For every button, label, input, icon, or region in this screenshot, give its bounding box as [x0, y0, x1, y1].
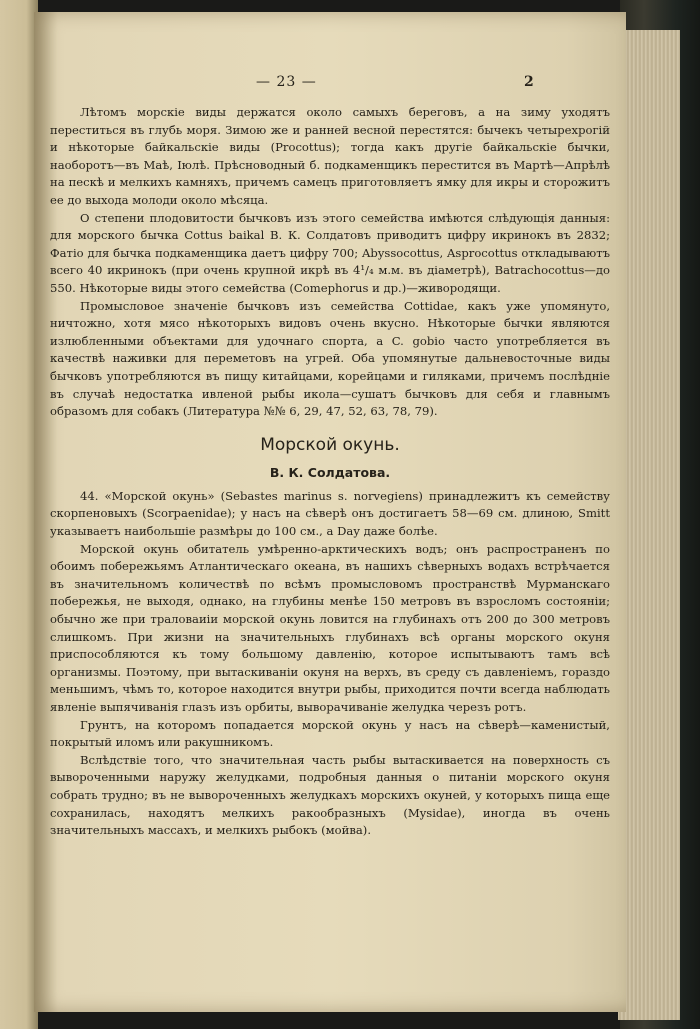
left-fragment [0, 458, 36, 485]
left-fragment [0, 352, 36, 379]
paragraph: Промысловое значеніе бычковъ изъ семейства Cottidae, какъ уже упомянуто, ничтожно, хотя мясо нѣкоторыхъ видовъ очень вкусно. Нѣкоторые бычки являются излюбленными объектами для удочнаго спорта, а C. gobio часто употребляется въ качествѣ наживки для переметовъ на угрей. Оба упомянутые дальневосточные виды бычковъ употребляются въ пищу китайцами, корейцами и гиляками, причемъ послѣдніе въ случаѣ недостатка ивленой рыбы икола—сушатъ бычковъ для себя и главнымъ образомъ для собакъ (Литература №№ 6, 29, 47, 52, 63, 78, 79). [50, 298, 610, 419]
left-fragment [0, 378, 36, 405]
left-fragment [0, 113, 36, 140]
left-fragment [0, 60, 36, 87]
facing-left-page [0, 0, 38, 1029]
page-body [50, 104, 610, 840]
book-page [34, 12, 626, 1012]
left-fragment [0, 882, 36, 909]
left-fragment [0, 670, 36, 697]
page-number: — 23 — [256, 74, 317, 90]
left-fragment [0, 961, 36, 988]
signature-mark: 2 [524, 74, 534, 90]
left-fragment [0, 617, 36, 644]
left-fragment [0, 776, 36, 803]
paragraph: О степени плодовитости бычковъ изъ этого семейства имѣются слѣдующія данныя: для морского бычка Cottus baikal В. К. Солдатовъ приводитъ цифру икринокъ въ 2832; Фатіо для бычка подкаменщика даетъ цифру 700; Abyssocottus, Asprocottus откладываютъ всего 40 икринокъ (при очень крупной икрѣ въ 4¹/₄ м.м. въ діаметрѣ), Batrachocottus—до 550. Нѣкоторые виды этого семейства (Comephorus и др.)—живородящи. [50, 210, 610, 295]
left-fragment [0, 166, 36, 193]
left-fragment [0, 723, 36, 750]
left-fragment [0, 140, 36, 167]
left-fragment [0, 908, 36, 935]
left-fragment [0, 219, 36, 246]
paragraph: Грунтъ, на которомъ попадается морской окунь у насъ на сѣверѣ—каменистый, покрытый иломъ или ракушникомъ. [50, 717, 610, 750]
left-fragment [0, 590, 36, 617]
left-fragment [0, 511, 36, 538]
left-fragment [0, 299, 36, 326]
paragraph: 44. «Морской окунь» (Sebastes marinus s. norvegiens) принадлежитъ къ семейству скорпеновыхъ (Scorpaenidae); у насъ на сѣверѣ онъ достигаетъ 58—69 см. длиною, Smitt указываетъ наибольшіе размѣры до 100 см., а Day даже болѣе. [50, 488, 610, 539]
left-fragment [0, 935, 36, 962]
section-author: В. К. Солдатова. [269, 465, 391, 481]
left-fragment [0, 87, 36, 114]
left-fragment [0, 855, 36, 882]
left-fragment [0, 431, 36, 458]
left-fragment [0, 484, 36, 511]
left-fragment [0, 405, 36, 432]
paragraph: Вслѣдствіе того, что значительная часть рыбы вытаскивается на поверхность съ вывороченными наружу желудками, подробныя данныя о питаніи морского окуня собрать трудно; въ не вывороченныхъ желудкахъ морскихъ окуней, у которыхъ пища еще сохранилась, находятъ мелкихъ ракообразныхъ (Mysidae), иногда въ очень значительныхъ массахъ, и мелкихъ рыбокъ (мойва). [50, 752, 610, 838]
section-title: Морской окунь. [260, 434, 400, 455]
left-fragment [0, 749, 36, 776]
left-page-text-fragments [0, 60, 36, 988]
left-fragment [0, 696, 36, 723]
left-fragment [0, 829, 36, 856]
paragraph: Морской окунь обитатель умѣренно-арктическихъ водъ; онъ распространенъ по обоимъ побережьямъ Атлантическаго океана, въ нашихъ сѣверныхъ водахъ встрѣчается въ значительномъ количествѣ по всѣмъ промысловомъ пространствѣ Мурманскаго побережья, не выходя, однако, на глубины менѣе 150 метровъ въ взросломъ состояніи; обычно же при траловаиіи морской окунь ловится на глубинахъ отъ 200 до 300 метровъ слишкомъ. При жизни на значительныхъ глубинахъ всѣ органы морского окуня приспособляются къ тому большому давленію, которое испытываютъ тамъ всѣ организмы. Поэтому, при вытаскиваніи окуня на верхъ, въ среду съ давленіемъ, гораздо меньшимъ, чѣмъ то, которое находится внутри рыбы, приходится почти всегда наблюдать явленіе выпячиванія глазъ изъ орбиты, выворачиваніе желудка черезъ ротъ. [50, 541, 610, 714]
left-fragment [0, 325, 36, 352]
left-fragment [0, 802, 36, 829]
page-edges [618, 30, 680, 1020]
left-fragment [0, 537, 36, 564]
left-fragment [0, 564, 36, 591]
left-fragment [0, 193, 36, 220]
page-header [34, 74, 626, 98]
paragraph: Лѣтомъ морскіе виды держатся около самыхъ береговъ, а на зиму уходятъ переститься въ глубь моря. Зимою же и ранней весной перестятся: бычекъ четырехрогій и нѣкоторые байкальскіе виды (Procottus); тогда какъ другіе байкальскіе бычки, наоборотъ—въ Маѣ, Іюлѣ. Прѣсноводный б. подкаменщикъ перестится въ Мартѣ—Апрѣлѣ на пескѣ и мелкихъ камняхъ, причемъ самецъ приготовляетъ ямку для икры и сторожитъ ее до выхода молоди около мѣсяца. [50, 105, 610, 207]
left-fragment [0, 643, 36, 670]
left-fragment [0, 246, 36, 273]
left-fragment [0, 272, 36, 299]
